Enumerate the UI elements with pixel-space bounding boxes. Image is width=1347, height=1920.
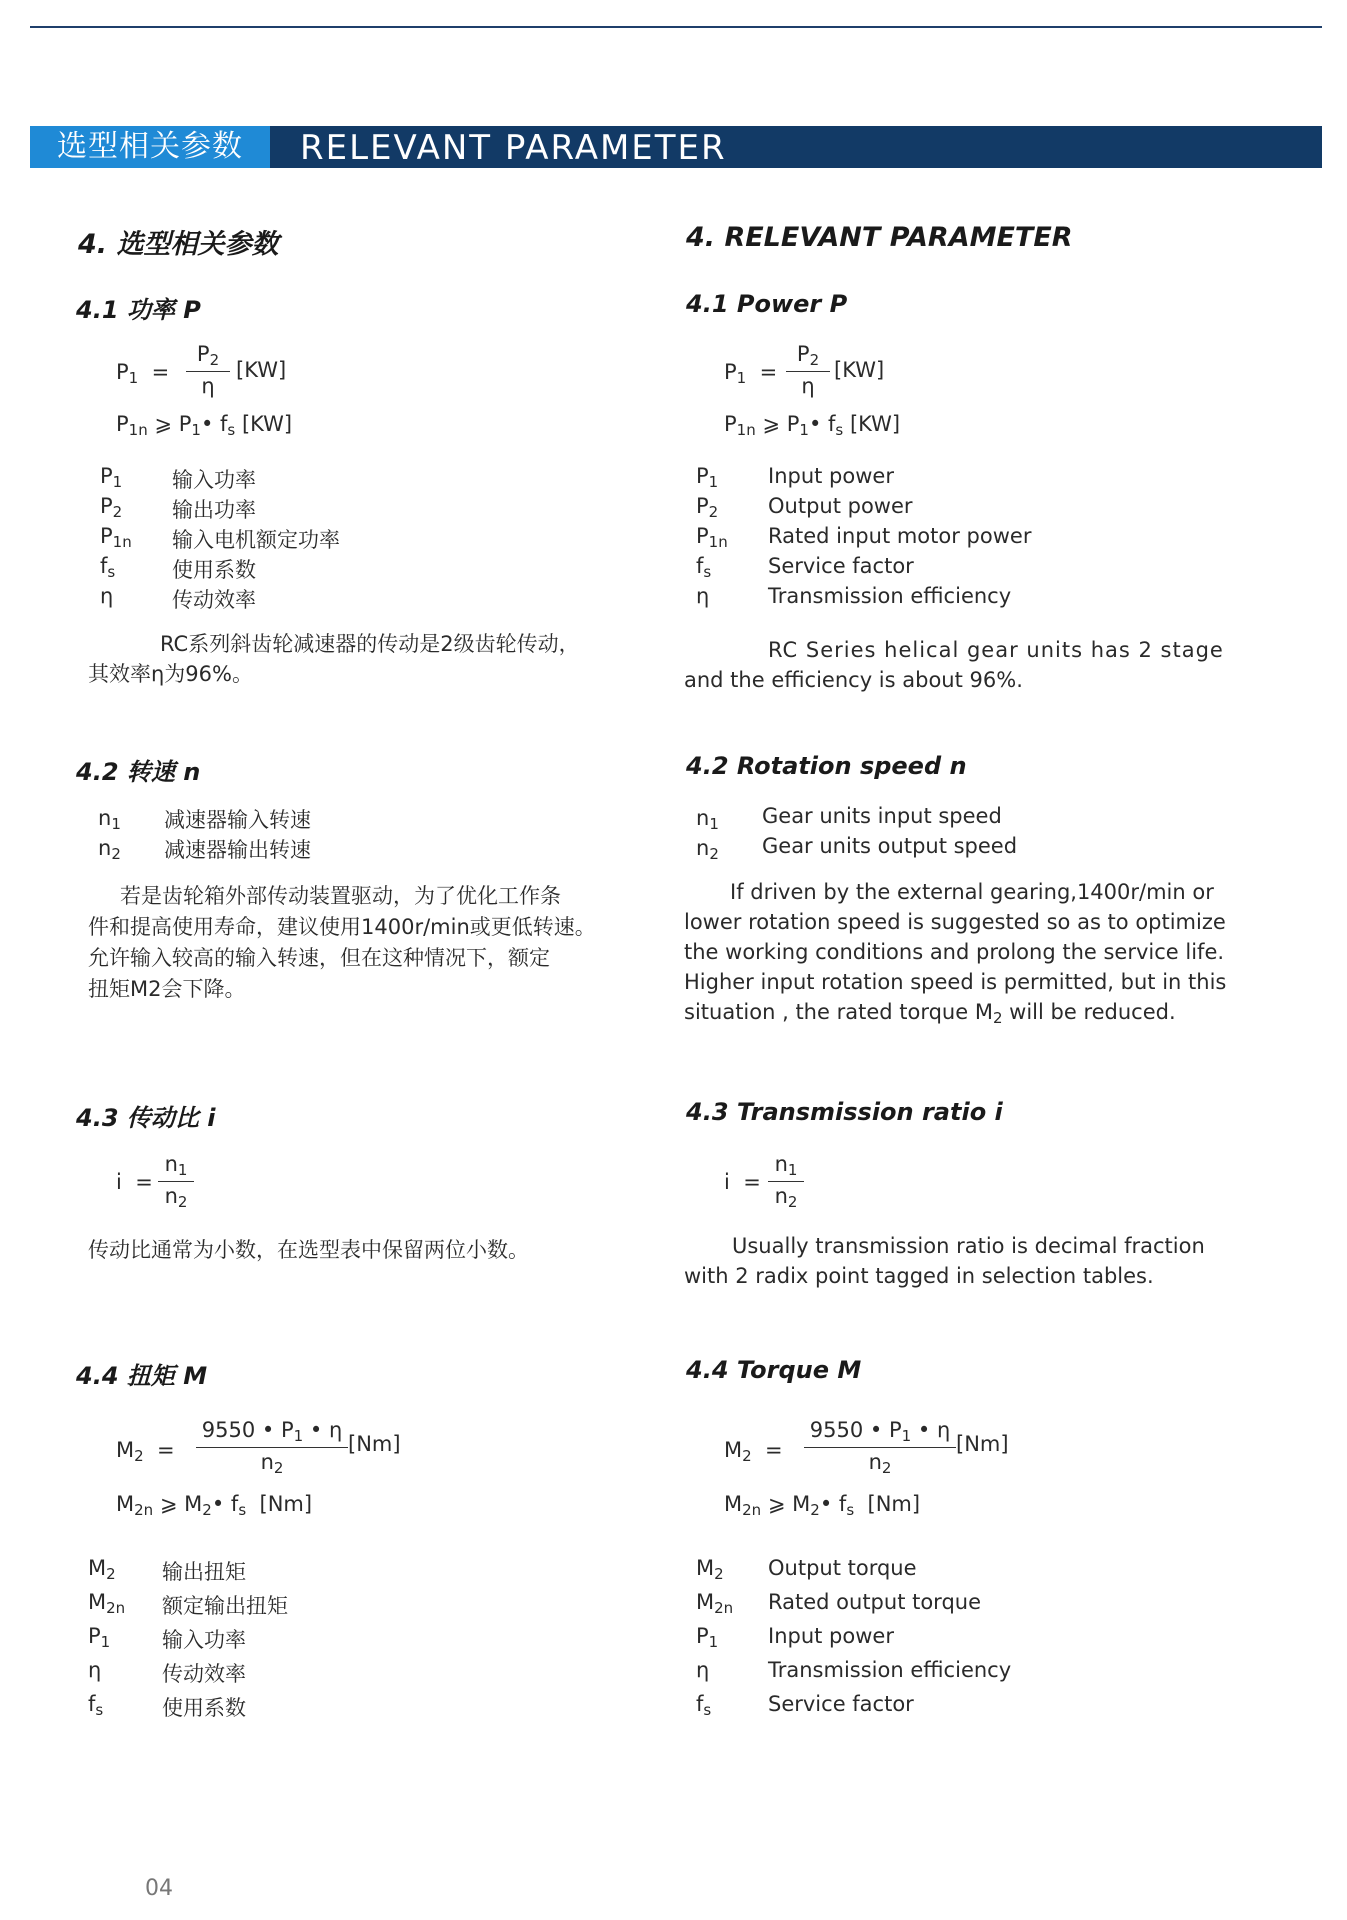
left-var-sym-eta: η xyxy=(100,584,114,608)
right-var-desc: Output power xyxy=(768,494,913,518)
left-var-sym-fs: $f_s$ xyxy=(88,1692,104,1719)
right-var-desc: Output torque xyxy=(768,1556,917,1580)
right-ratio-formula-lhs: i = xyxy=(724,1170,761,1194)
right-var-sym-p1n: $P_{1n}$ xyxy=(696,524,728,551)
left-torque-heading: 4.4 扭矩 M xyxy=(76,1362,208,1390)
left-ratio-heading: 4.3 传动比 i xyxy=(76,1104,216,1132)
left-ratio-formula-lhs: i = xyxy=(116,1170,153,1194)
right-var-sym-m2n: $M_{2n}$ xyxy=(696,1590,734,1617)
right-power-fraction: $P_2$ η xyxy=(786,342,830,398)
left-var-sym-fs: $f_s$ xyxy=(100,554,116,581)
left-power-formula-2: $P_{1n}$ ⩾ $P_1•$ $f_s$ [KW] xyxy=(116,412,293,439)
right-power-formula-lhs: $P_1$ = xyxy=(724,360,778,387)
right-power-unit: [KW] xyxy=(834,358,885,382)
left-var-desc: 额定输出扭矩 xyxy=(162,1594,288,1618)
left-section-title: 4. 选型相关参数 xyxy=(78,229,279,260)
left-ratio-note: 传动比通常为小数，在选型表中保留两位小数。 xyxy=(88,1238,529,1262)
right-var-desc: Gear units input speed xyxy=(762,804,1002,828)
right-var-desc: Transmission efficiency xyxy=(768,584,1012,608)
left-var-desc: 输出扭矩 xyxy=(162,1560,246,1584)
right-var-desc: Input power xyxy=(768,464,894,488)
top-rule xyxy=(30,26,1322,28)
right-var-desc: Rated input motor power xyxy=(768,524,1032,548)
right-power-note-2: and the efficiency is about 96%. xyxy=(684,668,1023,692)
left-var-desc: 输入功率 xyxy=(172,468,256,492)
left-var-desc: 使用系数 xyxy=(172,558,256,582)
left-speed-para-line: 扭矩M2会下降。 xyxy=(88,977,246,1001)
left-var-desc: 减速器输入转速 xyxy=(164,808,311,832)
left-power-heading: 4.1 功率 P xyxy=(76,296,201,324)
right-var-sym-p1: $P_1$ xyxy=(696,464,719,491)
right-var-sym-eta: η xyxy=(696,1658,710,1682)
left-speed-para-line: 件和提高使用寿命，建议使用1400r/min或更低转速。 xyxy=(88,915,596,939)
right-var-desc: Rated output torque xyxy=(768,1590,982,1614)
left-var-desc: 输入功率 xyxy=(162,1628,246,1652)
left-var-sym-n1: $n_1$ xyxy=(98,806,121,833)
right-var-desc: Service factor xyxy=(768,554,914,578)
right-speed-para-line: Higher input rotation speed is permitted, but in this xyxy=(684,970,1227,994)
right-power-heading: 4.1 Power P xyxy=(686,290,848,318)
right-speed-heading: 4.2 Rotation speed n xyxy=(686,752,967,780)
left-var-desc: 传动效率 xyxy=(172,588,256,612)
left-ratio-fraction: $n_1$ $n_2$ xyxy=(158,1152,194,1211)
left-var-desc: 输入电机额定功率 xyxy=(172,528,340,552)
left-power-note-2: 其效率η为96%。 xyxy=(88,662,253,686)
right-var-sym-p2: $P_2$ xyxy=(696,494,719,521)
left-torque-unit: [Nm] xyxy=(348,1432,401,1456)
right-var-sym-n1: $n_1$ xyxy=(696,806,719,833)
right-speed-para-line: the working conditions and prolong the service life. xyxy=(684,940,1225,964)
left-var-desc: 使用系数 xyxy=(162,1696,246,1720)
right-var-desc: Service factor xyxy=(768,1692,914,1716)
right-section-title: 4. RELEVANT PARAMETER xyxy=(686,222,1073,253)
left-var-sym-p2: $P_2$ xyxy=(100,494,123,521)
left-speed-para-line: 允许输入较高的输入转速，但在这种情况下，额定 xyxy=(88,946,550,970)
left-speed-para-line: 若是齿轮箱外部传动装置驱动，为了优化工作条 xyxy=(120,884,561,908)
left-var-sym-p1: $P_1$ xyxy=(100,464,123,491)
left-var-sym-p1n: $P_{1n}$ xyxy=(100,524,132,551)
right-torque-unit: [Nm] xyxy=(956,1432,1009,1456)
right-power-note-1: RC Series helical gear units has 2 stage xyxy=(768,638,1224,662)
right-ratio-fraction: $n_1$ $n_2$ xyxy=(768,1152,804,1211)
left-power-unit: [KW] xyxy=(236,358,287,382)
left-var-desc: 减速器输出转速 xyxy=(164,838,311,862)
right-var-sym-n2: $n_2$ xyxy=(696,836,719,863)
left-power-formula-lhs: $P_1$ = xyxy=(116,360,170,387)
left-torque-fraction: 9550 • $P_1$ • η $n_2$ xyxy=(196,1418,348,1477)
left-var-sym-m2n: $M_{2n}$ xyxy=(88,1590,126,1617)
left-var-sym-p1: $P_1$ xyxy=(88,1624,111,1651)
right-var-sym-fs: $f_s$ xyxy=(696,554,712,581)
right-var-desc: Gear units output speed xyxy=(762,834,1018,858)
left-speed-heading: 4.2 转速 n xyxy=(76,758,201,786)
right-speed-para-line: lower rotation speed is suggested so as to optimize xyxy=(684,910,1226,934)
header-title-cn: 选型相关参数 xyxy=(30,126,270,168)
right-speed-para-line: If driven by the external gearing,1400r/min or xyxy=(730,880,1214,904)
left-power-note-1: RC系列斜齿轮减速器的传动是2级齿轮传动， xyxy=(160,632,580,656)
right-torque-heading: 4.4 Torque M xyxy=(686,1356,862,1384)
right-var-desc: Transmission efficiency xyxy=(768,1658,1012,1682)
right-power-formula-2: $P_{1n}$ ⩾ $P_1•$ $f_s$ [KW] xyxy=(724,412,901,439)
left-var-sym-m2: $M_2$ xyxy=(88,1556,116,1583)
left-var-desc: 输出功率 xyxy=(172,498,256,522)
left-var-sym-n2: $n_2$ xyxy=(98,836,121,863)
header-title-en: RELEVANT PARAMETER xyxy=(300,128,727,168)
right-ratio-heading: 4.3 Transmission ratio i xyxy=(686,1098,1003,1126)
left-var-sym-eta: η xyxy=(88,1658,102,1682)
right-speed-para-last: situation , the rated torque $M_2$ will be reduced. xyxy=(684,1000,1176,1027)
right-ratio-note-2: with 2 radix point tagged in selection tables. xyxy=(684,1264,1154,1288)
right-var-sym-m2: $M_2$ xyxy=(696,1556,724,1583)
right-torque-formula-2: $M_{2n}$ ⩾ $M_2•$ $f_s$ [Nm] xyxy=(724,1492,921,1519)
page-number: 04 xyxy=(145,1876,173,1901)
header-banner xyxy=(30,126,1322,168)
right-torque-formula-lhs: $M_2$ = xyxy=(724,1438,783,1465)
right-var-sym-eta: η xyxy=(696,584,710,608)
left-torque-formula-lhs: $M_2$ = xyxy=(116,1438,175,1465)
left-torque-formula-2: $M_{2n}$ ⩾ $M_2•$ $f_s$ [Nm] xyxy=(116,1492,313,1519)
left-power-fraction: $P_2$ η xyxy=(186,342,230,398)
right-var-sym-p1: $P_1$ xyxy=(696,1624,719,1651)
right-torque-fraction: 9550 • $P_1$ • η $n_2$ xyxy=(804,1418,956,1477)
left-var-desc: 传动效率 xyxy=(162,1662,246,1686)
right-ratio-note-1: Usually transmission ratio is decimal fraction xyxy=(732,1234,1205,1258)
right-var-desc: Input power xyxy=(768,1624,894,1648)
right-var-sym-fs: $f_s$ xyxy=(696,1692,712,1719)
